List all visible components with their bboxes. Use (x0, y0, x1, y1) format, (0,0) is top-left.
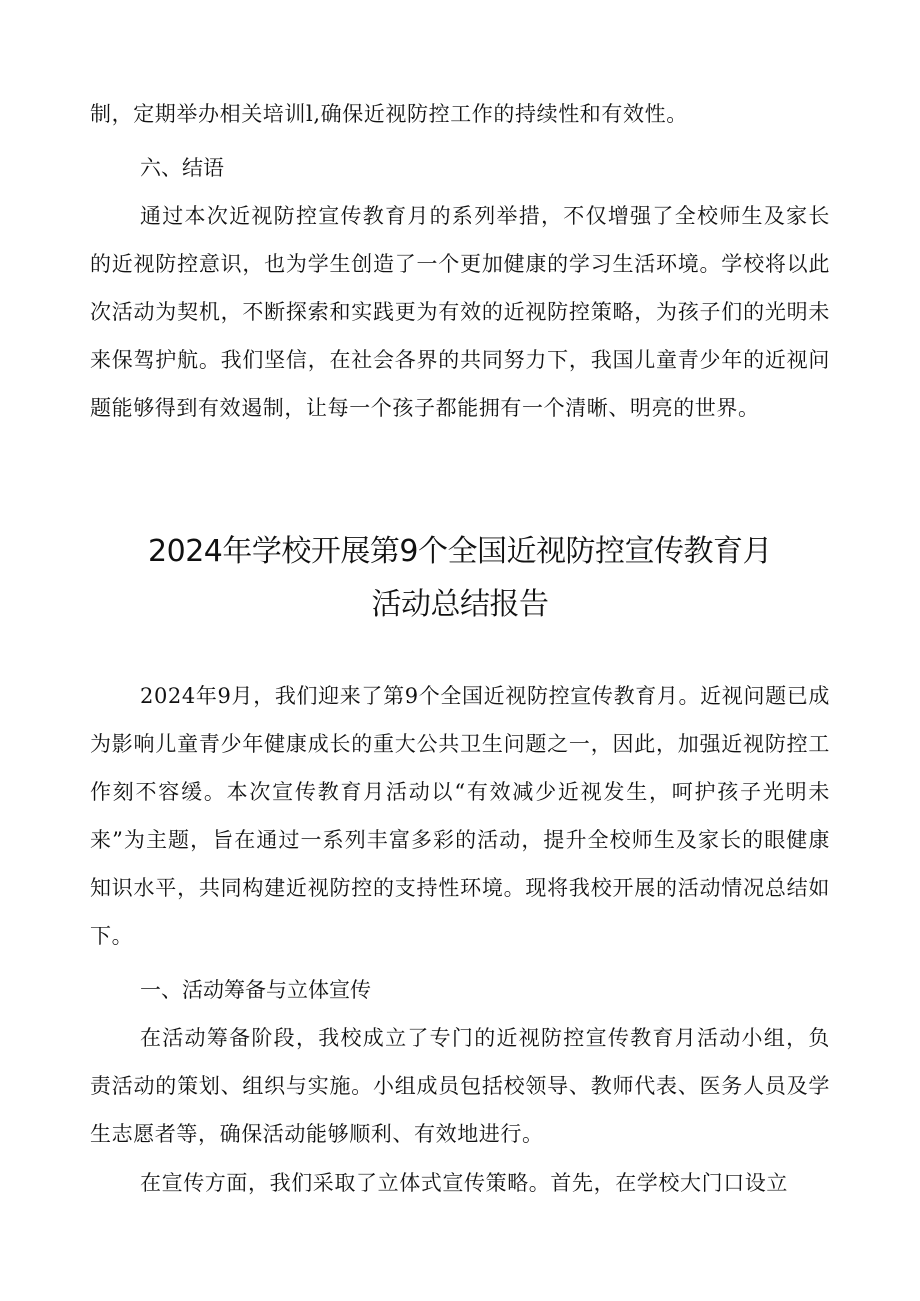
publicity-paragraph: 在宣传方面，我们采取了立体式宣传策略。首先，在学校大门口设立 (140, 1171, 788, 1195)
previous-paragraph-continuation: 制，定期举办相关培训l,确保近视防控工作的持续性和有效性。 (90, 102, 688, 126)
preparation-paragraph: 在活动筹备阶段，我校成立了专门的近视防控宣传教育月活动小组，负责活动的策划、组织与实施。小组成员包括校领导、教师代表、医务人员及学生志愿者等，确保活动能够顺利、有效地进行。 (90, 1026, 830, 1146)
intro-paragraph: 2024年9月，我们迎来了第9个全国近视防控宣传教育月。近视问题已成为影响儿童青少年健康成长的重大公共卫生问题之一，因此，加强近视防控工作刻不容缓。本次宣传教育月活动以“有效减少近视发生，呵护孩子光明未来”为主题，旨在通过一系列丰富多彩的活动，提升全校师生及家长的眼健康知识水平，共同构建近视防控的支持性环境。现将我校开展的活动情况总结如下。 (90, 684, 830, 948)
document-title-line-1: 2024年学校开展第9个全国近视防控宣传教育月 (148, 534, 772, 569)
section-heading-conclusion: 六、结语 (140, 156, 224, 180)
document-title-line-2: 活动总结报告 (371, 587, 549, 622)
section-heading-preparation: 一、活动筹备与立体宣传 (140, 978, 371, 1002)
conclusion-paragraph: 通过本次近视防控宣传教育月的系列举措，不仅增强了全校师生及家长的近视防控意识，也为学生创造了一个更加健康的学习生活环境。学校将以此次活动为契机，不断探索和实践更为有效的近视防控策略，为孩子们的光明未来保驾护航。我们坚信，在社会各界的共同努力下，我国儿童青少年的近视问题能够得到有效遏制，让每一个孩子都能拥有一个清晰、明亮的世界。 (90, 204, 830, 420)
